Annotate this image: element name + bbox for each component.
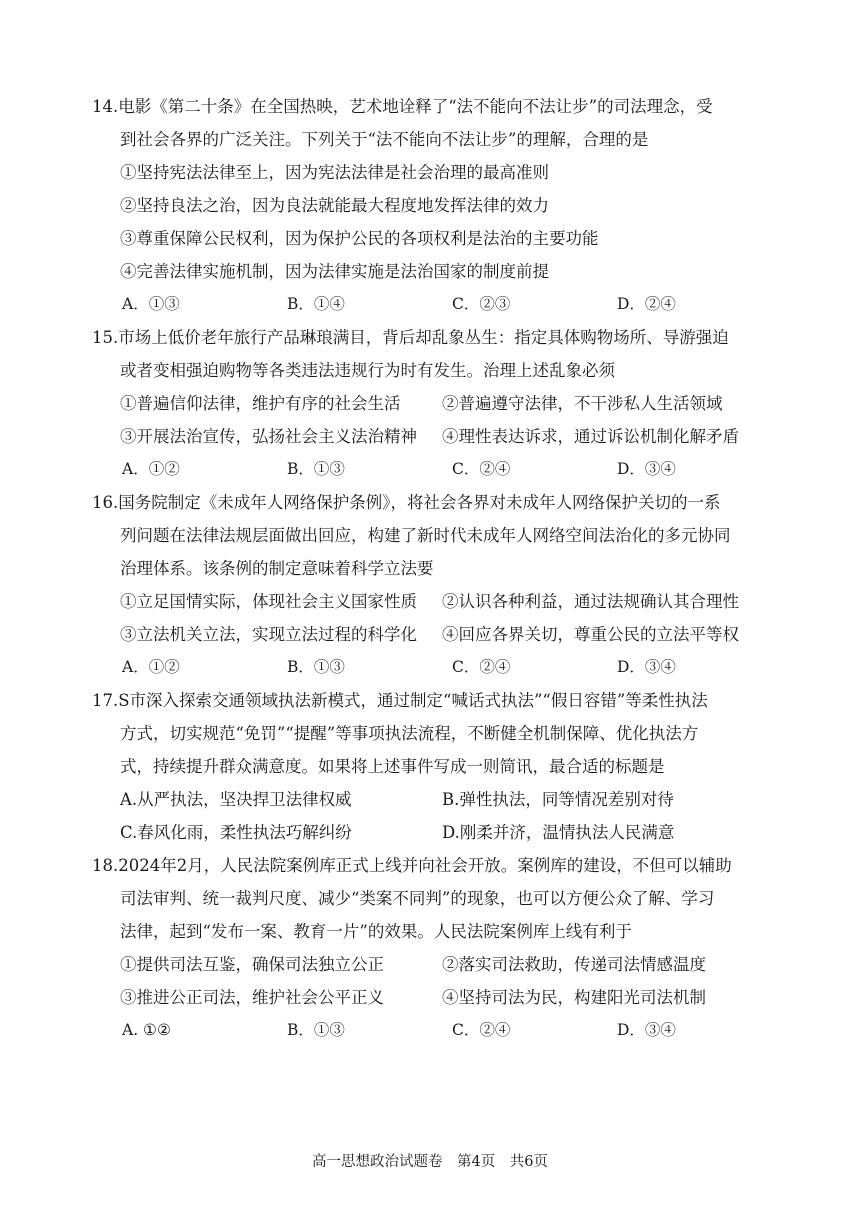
question-17	[92, 684, 782, 849]
choice-b: B.弹性执法，同等情况差别对待	[442, 790, 674, 809]
choice-a: A．①②	[122, 460, 180, 478]
choice-b: B．①③	[287, 460, 345, 478]
choice-row	[92, 783, 782, 816]
statement: ①提供司法互鉴，确保司法独立公正	[120, 955, 384, 974]
statement: ③尊重保障公民权利，因为保护公民的各项权利是法治的主要功能	[120, 229, 599, 248]
choice-d: D．③④	[617, 658, 676, 676]
question-stem-line: 或者变相强迫购物等各类违法违规行为时有发生。治理上述乱象必须	[120, 361, 615, 380]
statement: ①立足国情实际，体现社会主义国家性质	[120, 592, 417, 611]
page-footer: 高一思想政治试题卷 第4页 共6页	[312, 1154, 548, 1170]
statement: ④回应各界关切，尊重公民的立法平等权	[442, 625, 739, 644]
statement: ④完善法律实施机制，因为法律实施是法治国家的制度前提	[120, 262, 549, 281]
choice-d: D．③④	[617, 1021, 676, 1039]
question-stem-line: 16.国务院制定《未成年人网络保护条例》，将社会各界对未成年人网络保护关切的一系	[92, 493, 721, 512]
question-stem-line: 治理体系。该条例的制定意味着科学立法要	[120, 559, 434, 578]
statement: ②坚持良法之治，因为良法就能最大程度地发挥法律的效力	[120, 196, 549, 215]
choice-b: B．①④	[287, 295, 345, 313]
choice-c: C．②④	[452, 658, 511, 676]
statement: ③推进公正司法，维护社会公平正义	[120, 988, 384, 1007]
answer-choices	[92, 288, 782, 321]
statement-row	[92, 585, 782, 618]
choice-c: C．②④	[452, 1021, 511, 1039]
choice-d: D．③④	[617, 460, 676, 478]
question-stem-line: 列问题在法律法规层面做出回应，构建了新时代未成年人网络空间法治化的多元协同	[120, 526, 731, 545]
question-18	[92, 849, 782, 1047]
answer-choices	[92, 453, 782, 486]
choice-a: A．①③	[122, 295, 180, 313]
statement: ①普遍信仰法律，维护有序的社会生活	[120, 394, 401, 413]
statement-row	[92, 420, 782, 453]
question-stem-line: 方式，切实规范“免罚”“提醒”等事项执法流程，不断健全机制保障、优化执法方	[120, 724, 699, 743]
question-stem-line: 15.市场上低价老年旅行产品琳琅满目，背后却乱象丛生：指定具体购物场所、导游强迫	[92, 328, 729, 347]
question-stem-line: 18.2024年2月，人民法院案例库正式上线并向社会开放。案例库的建设，不但可以辅助	[92, 856, 732, 875]
choice-b: B．①③	[287, 1021, 345, 1039]
statement: ②落实司法救助，传递司法情感温度	[442, 955, 706, 974]
answer-choices	[92, 651, 782, 684]
choice-d: D.刚柔并济，温情执法人民满意	[442, 823, 675, 842]
question-stem-line: 式，持续提升群众满意度。如果将上述事件写成一则简讯，最合适的标题是	[120, 757, 665, 776]
question-stem-line: 14.电影《第二十条》在全国热映，艺术地诠释了“法不能向不法让步”的司法理念，受	[92, 97, 713, 116]
statement: ②认识各种利益，通过法规确认其合理性	[442, 592, 739, 611]
question-stem-line: 司法审判、统一裁判尺度、减少“类案不同判”的现象，也可以方便公众了解、学习	[120, 889, 715, 908]
statement: ③开展法治宣传，弘扬社会主义法治精神	[120, 427, 417, 446]
choice-a: A. ①②	[122, 1021, 171, 1039]
question-list	[92, 90, 782, 1047]
statement: ②普遍遵守法律，不干涉私人生活领域	[442, 394, 723, 413]
question-14	[92, 90, 782, 321]
choice-c: C.春风化雨，柔性执法巧解纠纷	[120, 823, 352, 842]
answer-choices	[92, 1014, 782, 1047]
statement-row	[92, 948, 782, 981]
question-15	[92, 321, 782, 486]
statement-row	[92, 618, 782, 651]
choice-d: D．②④	[617, 295, 676, 313]
statement: ③立法机关立法，实现立法过程的科学化	[120, 625, 417, 644]
choice-b: B．①③	[287, 658, 345, 676]
question-stem-line: 法律，起到“发布一案、教育一片”的效果。人民法院案例库上线有利于	[120, 922, 632, 941]
statement: ④坚持司法为民，构建阳光司法机制	[442, 988, 706, 1007]
statement: ①坚持宪法法律至上，因为宪法法律是社会治理的最高准则	[120, 163, 549, 182]
choice-c: C．②③	[452, 295, 511, 313]
choice-a: A.从严执法，坚决捍卫法律权威	[120, 790, 352, 809]
question-stem-line: 到社会各界的广泛关注。下列关于“法不能向不法让步”的理解，合理的是	[120, 130, 649, 149]
statement: ④理性表达诉求，通过诉讼机制化解矛盾	[442, 427, 739, 446]
question-stem-line: 17.S市深入探索交通领域执法新模式，通过制定“喊话式执法”“假日容错”等柔性执法	[92, 691, 708, 710]
question-16	[92, 486, 782, 684]
statement-row	[92, 981, 782, 1014]
choice-c: C．②④	[452, 460, 511, 478]
choice-a: A．①②	[122, 658, 180, 676]
statement-row	[92, 387, 782, 420]
choice-row	[92, 816, 782, 849]
